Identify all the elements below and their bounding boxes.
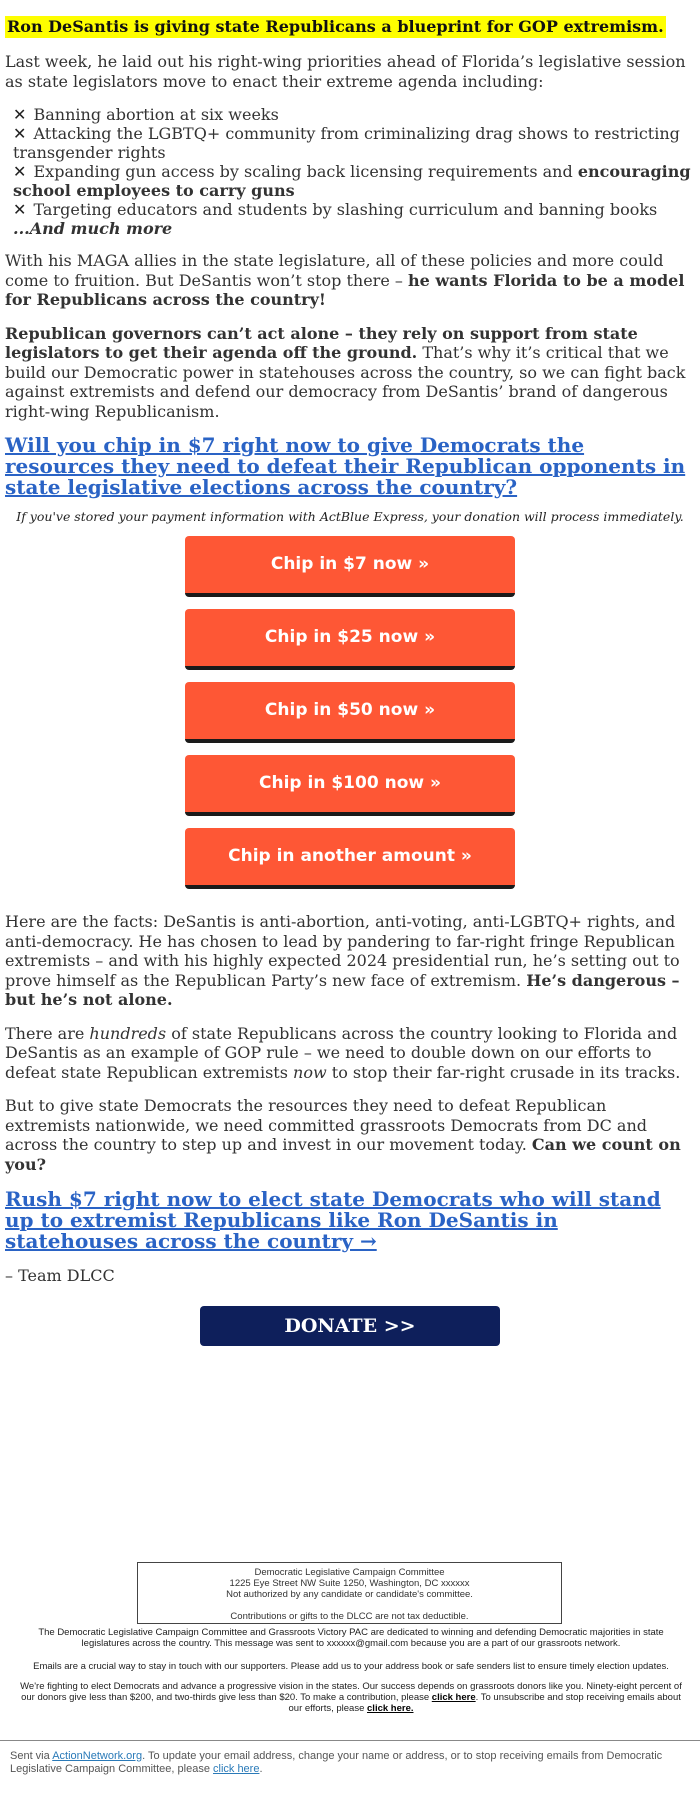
unsubscribe-link[interactable]: click here. bbox=[367, 1703, 414, 1714]
chip-in-7-link[interactable]: Will you chip in $7 right now to give Democrats the resources they need to defeat their Republican opponents in state legislative elections across the country? bbox=[5, 433, 686, 499]
list-item-more: ...And much more bbox=[13, 219, 173, 238]
footer-address: 1225 Eye Street NW Suite 1250, Washington, DC xxxxxx bbox=[229, 1578, 470, 1589]
rush-7-link[interactable]: Rush $7 right now to elect state Democrats who will stand up to extremist Republicans like Ron DeSantis in statehouses across the country → bbox=[5, 1187, 661, 1253]
footer-divider bbox=[0, 1740, 700, 1741]
contribute-link[interactable]: click here bbox=[431, 1692, 476, 1703]
maga-paragraph: With his MAGA allies in the state legislature, all of these policies and more could come to fruition. But DeSantis won’t stop there – he wants Florida to be a model for Republicans across the country! bbox=[5, 251, 685, 309]
update-preferences-link[interactable]: click here bbox=[213, 1763, 260, 1775]
email-body bbox=[5, 0, 695, 1346]
priorities-list bbox=[5, 105, 695, 238]
list-item: ✕ Targeting educators and students by slashing curriculum and banning books bbox=[13, 200, 658, 219]
x-mark-icon: ✕ bbox=[13, 200, 27, 219]
headline: Ron DeSantis is giving state Republicans a blueprint for GOP extremism. bbox=[7, 17, 664, 36]
footer-safe-senders-note: Emails are a crucial way to stay in touch with our supporters. Please add us to your address book or safe senders list to ensure timely election updates. bbox=[33, 1661, 669, 1672]
x-mark-icon: ✕ bbox=[13, 124, 27, 143]
chip-in-25-button[interactable]: Chip in $25 now » bbox=[185, 609, 515, 670]
sent-via-note: Sent via ActionNetwork.org. To update your email address, change your name or address, or to stop receiving emails from Democratic Legislative Campaign Committee, please click here. bbox=[10, 1750, 663, 1775]
intro-paragraph: Last week, he laid out his right-wing priorities ahead of Florida’s legislative session as state legislators move to enact their extreme agenda including: bbox=[5, 52, 686, 91]
footer-address-box bbox=[137, 1562, 562, 1624]
donation-buttons bbox=[5, 536, 695, 889]
list-item: ✕ Attacking the LGBTQ+ community from criminalizing drag shows to restricting transgender rights bbox=[13, 124, 680, 162]
action-network-link[interactable]: ActionNetwork.org bbox=[52, 1750, 143, 1762]
chip-in-50-button[interactable]: Chip in $50 now » bbox=[185, 682, 515, 743]
footer-tax-note: Contributions or gifts to the DLCC are not tax deductible. bbox=[230, 1611, 469, 1622]
list-item: ✕ Expanding gun access by scaling back licensing requirements and encouraging school employees to carry guns bbox=[13, 162, 691, 200]
governors-paragraph: Republican governors can’t act alone – they rely on support from state legislators to get their agenda off the ground. That’s why it’s critical that we build our Democratic power in statehouses across the country, so we can fight back against extremists and defend our democracy from DeSantis’ brand of dangerous right-wing Republicanism. bbox=[5, 323, 686, 421]
chip-in-other-amount-button[interactable]: Chip in another amount » bbox=[185, 828, 515, 889]
facts-paragraph: Here are the facts: DeSantis is anti-abortion, anti-voting, anti-LGBTQ+ rights, and anti-democracy. He has chosen to lead by pandering to far-right fringe Republican extremists – and with his highly expected 2024 presidential run, he’s setting out to prove himself as the Republican Party’s new face of extremism. He’s dangerous – but he’s not alone. bbox=[5, 912, 680, 1009]
x-mark-icon: ✕ bbox=[13, 162, 27, 181]
signoff: – Team DLCC bbox=[5, 1266, 115, 1285]
footer-contribute-note: We're fighting to elect Democrats and advance a progressive vision in the states. Our success depends on grassroots donors like you. Ninety-eight percent of our donors give less than $200, and two-thirds give less than $20. To make a contribution, please click here. To unsubscribe and stop receiving emails about our efforts, please click here. bbox=[20, 1681, 682, 1714]
give-paragraph: But to give state Democrats the resources they need to defeat Republican extremists nationwide, we need committed grassroots Democrats from DC and across the country to step up and invest in our movement today. Can we count on you? bbox=[5, 1096, 681, 1174]
footer-org-name: Democratic Legislative Campaign Committee bbox=[254, 1567, 445, 1578]
hundreds-paragraph: There are hundreds of state Republicans across the country looking to Florida and DeSantis as an example of GOP rule – we need to double down on our efforts to defeat state Republican extremists now to stop their far-right crusade in its tracks. bbox=[5, 1023, 681, 1082]
x-mark-icon: ✕ bbox=[13, 105, 27, 124]
chip-in-100-button[interactable]: Chip in $100 now » bbox=[185, 755, 515, 816]
actblue-express-note: If you've stored your payment information with ActBlue Express, your donation will process immediately. bbox=[16, 509, 684, 524]
chip-in-7-button[interactable]: Chip in $7 now » bbox=[185, 536, 515, 597]
list-item: ✕ Banning abortion at six weeks bbox=[13, 105, 279, 124]
footer-disclaimer: The Democratic Legislative Campaign Committee and Grassroots Victory PAC are dedicated to winning and defending Democratic majorities in state legislatures across the country. This message was sent to xxxxxx@gmail.com because you are a part of our grassroots network. bbox=[38, 1627, 664, 1649]
footer-authorization: Not authorized by any candidate or candidate's committee. bbox=[226, 1589, 473, 1600]
donate-button[interactable]: DONATE >> bbox=[200, 1306, 500, 1346]
